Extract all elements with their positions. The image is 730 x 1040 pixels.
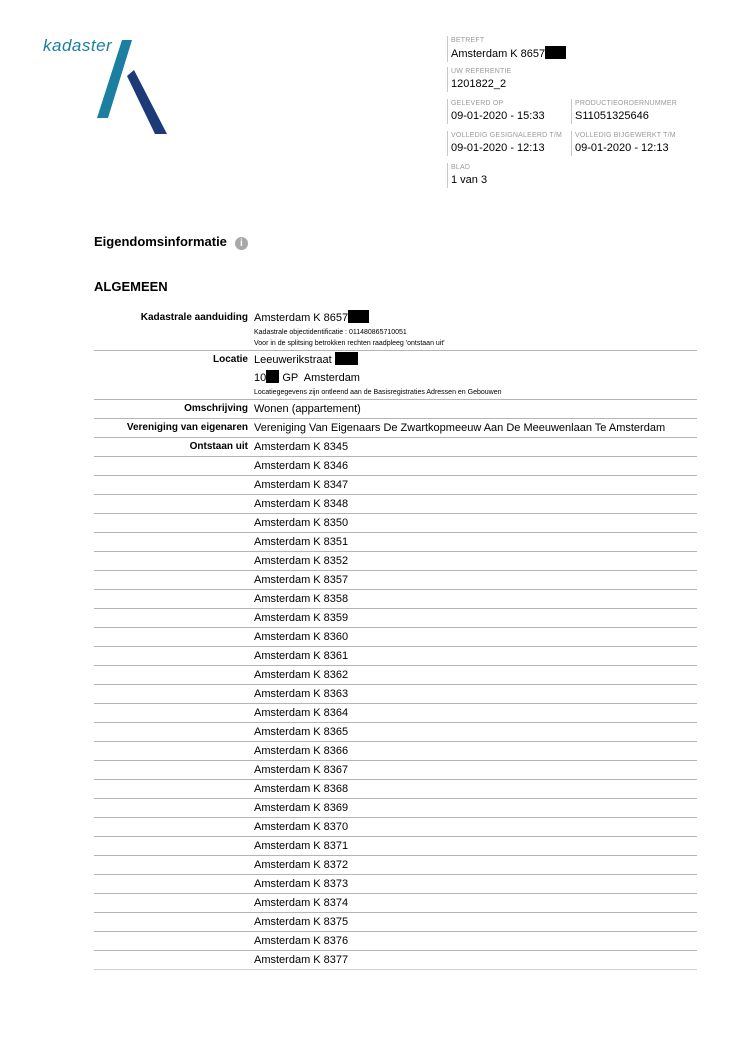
meta-productie-value: S11051325646: [575, 110, 649, 122]
meta-geleverd: [447, 99, 569, 124]
ontstaan-uit-value: Amsterdam K 8362: [254, 669, 349, 681]
ontstaan-uit-value: Amsterdam K 8375: [254, 916, 349, 928]
ontstaan-uit-value: Amsterdam K 8348: [254, 498, 349, 510]
row-label: Ontstaan uit: [189, 441, 248, 452]
meta-gesignaleerd-value: 09-01-2020 - 12:13: [451, 142, 545, 154]
table-row: [94, 438, 697, 457]
ontstaan-uit-value: Amsterdam K 8345: [254, 441, 349, 453]
table-row: [94, 628, 697, 647]
row-label: [94, 590, 254, 608]
redaction-block: [335, 352, 358, 365]
ontstaan-uit-value: Amsterdam K 8372: [254, 859, 349, 871]
meta-bijgewerkt-value: 09-01-2020 - 12:13: [575, 142, 669, 154]
table-row: [94, 742, 697, 761]
row-label: [94, 609, 254, 627]
ontstaan-uit-value: Amsterdam K 8359: [254, 612, 349, 624]
kadastrale-value: Amsterdam K 8657: [254, 312, 349, 324]
meta-blad-value: 1 van 3: [451, 174, 488, 186]
table-row: [94, 647, 697, 666]
locatie-street: Leeuwerikstraat: [254, 354, 332, 366]
ontstaan-uit-value: Amsterdam K 8369: [254, 802, 349, 814]
section-title: [94, 234, 248, 250]
meta-productie: [571, 99, 695, 124]
row-label: [94, 761, 254, 779]
row-label: [94, 647, 254, 665]
table-row: [94, 666, 697, 685]
ontstaan-uit-value: Amsterdam K 8350: [254, 517, 349, 529]
row-label: Vereniging van eigenaren: [126, 422, 248, 433]
ontstaan-uit-value: Amsterdam K 8346: [254, 460, 349, 472]
logo-text: kadaster: [43, 36, 113, 55]
section-title-text: Eigendomsinformatie: [94, 234, 227, 249]
row-label: [94, 723, 254, 741]
row-label: [94, 951, 254, 969]
table-row: [94, 799, 697, 818]
row-label: [94, 476, 254, 494]
row-label: [94, 932, 254, 950]
locatie-housenumber: 10: [254, 372, 267, 384]
ontstaan-uit-value: Amsterdam K 8365: [254, 726, 349, 738]
splitsing-note: Voor in de splitsing betrokken rechten raadpleeg 'ontstaan uit': [254, 340, 445, 347]
row-label: [94, 799, 254, 817]
table-row: [94, 818, 697, 837]
meta-gesignaleerd-label: VOLLEDIG GESIGNALEERD T/M: [451, 132, 563, 139]
row-label: [94, 533, 254, 551]
omschrijving-value: Wonen (appartement): [254, 403, 361, 415]
ontstaan-uit-value: Amsterdam K 8370: [254, 821, 349, 833]
ontstaan-uit-list: [94, 438, 697, 970]
table-row: [94, 533, 697, 552]
row-label: [94, 685, 254, 703]
table-row: [94, 913, 697, 932]
ontstaan-uit-value: Amsterdam K 8376: [254, 935, 349, 947]
meta-bijgewerkt-label: VOLLEDIG BIJGEWERKT T/M: [575, 132, 676, 139]
row-label: Locatie: [212, 354, 248, 365]
redaction-block: [266, 370, 279, 383]
locatie-postcode-suffix: GP: [282, 372, 299, 384]
table-row: [94, 761, 697, 780]
meta-betreft-value: Amsterdam K 8657: [451, 48, 546, 60]
row-label: Omschrijving: [184, 403, 248, 414]
table-row: [94, 704, 697, 723]
table-row-omschrijving: [94, 400, 697, 419]
ontstaan-uit-value: Amsterdam K 8352: [254, 555, 349, 567]
table-row: [94, 894, 697, 913]
vereniging-value: Vereniging Van Eigenaars De Zwartkopmeeuw Aan De Meeuwenlaan Te Amsterdam: [254, 422, 666, 434]
table-row: [94, 476, 697, 495]
table-row: [94, 685, 697, 704]
ontstaan-uit-value: Amsterdam K 8361: [254, 650, 349, 662]
ontstaan-uit-value: Amsterdam K 8360: [254, 631, 349, 643]
row-label: [94, 818, 254, 836]
locatie-city: Amsterdam: [303, 372, 360, 384]
locatie-note: Locatiegegevens zijn ontleend aan de Basisregistraties Adressen en Gebouwen: [254, 389, 502, 396]
meta-referentie-value: 1201822_2: [451, 78, 507, 90]
meta-geleverd-label: GELEVERD OP: [451, 100, 504, 107]
row-label: [94, 514, 254, 532]
meta-geleverd-value: 09-01-2020 - 15:33: [451, 110, 545, 122]
ontstaan-uit-value: Amsterdam K 8371: [254, 840, 349, 852]
meta-gesignaleerd: [447, 131, 569, 156]
ontstaan-uit-value: Amsterdam K 8368: [254, 783, 349, 795]
property-table: [94, 309, 697, 970]
row-label: [94, 894, 254, 912]
ontstaan-uit-value: Amsterdam K 8357: [254, 574, 349, 586]
ontstaan-uit-value: Amsterdam K 8373: [254, 878, 349, 890]
table-row: [94, 875, 697, 894]
table-row: [94, 723, 697, 742]
table-row: [94, 495, 697, 514]
row-label: [94, 628, 254, 646]
table-row: [94, 856, 697, 875]
table-row: [94, 457, 697, 476]
row-label: [94, 495, 254, 513]
table-row: [94, 951, 697, 970]
redaction-block: [348, 310, 369, 323]
row-label: [94, 856, 254, 874]
row-label: Kadastrale aanduiding: [140, 312, 248, 323]
table-row: [94, 780, 697, 799]
meta-productie-label: PRODUCTIEORDERNUMMER: [575, 100, 677, 107]
table-row: [94, 837, 697, 856]
table-row-vereniging: [94, 419, 697, 438]
table-row: [94, 932, 697, 951]
ontstaan-uit-value: Amsterdam K 8364: [254, 707, 349, 719]
row-label: [94, 742, 254, 760]
row-label: [94, 780, 254, 798]
row-label: [94, 552, 254, 570]
table-row: [94, 609, 697, 628]
table-row-kadastrale: [94, 309, 697, 351]
meta-referentie-label: UW REFERENTIE: [451, 68, 512, 75]
table-row: [94, 590, 697, 609]
ontstaan-uit-value: Amsterdam K 8377: [254, 954, 349, 966]
meta-bijgewerkt: [571, 131, 695, 156]
meta-blad: [447, 163, 569, 188]
row-label: [94, 913, 254, 931]
table-row: [94, 514, 697, 533]
objectid-note: Kadastrale objectidentificatie : 011480865710051: [254, 329, 407, 336]
meta-referentie: [447, 67, 569, 92]
ontstaan-uit-value: Amsterdam K 8351: [254, 536, 349, 548]
subsection-title: ALGEMEEN: [94, 279, 168, 294]
table-row: [94, 552, 697, 571]
row-label: [94, 457, 254, 475]
ontstaan-uit-value: Amsterdam K 8367: [254, 764, 349, 776]
table-row-locatie: [94, 351, 697, 400]
meta-betreft: [447, 36, 569, 62]
kadaster-logo: [40, 36, 180, 140]
ontstaan-uit-value: Amsterdam K 8374: [254, 897, 349, 909]
meta-blad-label: BLAD: [451, 164, 471, 171]
info-icon[interactable]: i: [235, 237, 248, 250]
meta-betreft-label: BETREFT: [451, 37, 485, 44]
ontstaan-uit-value: Amsterdam K 8347: [254, 479, 349, 491]
row-label: [94, 666, 254, 684]
ontstaan-uit-value: Amsterdam K 8358: [254, 593, 349, 605]
redaction-block: [545, 46, 566, 59]
row-label: [94, 704, 254, 722]
row-label: [94, 571, 254, 589]
row-label: [94, 875, 254, 893]
ontstaan-uit-value: Amsterdam K 8366: [254, 745, 349, 757]
ontstaan-uit-value: Amsterdam K 8363: [254, 688, 349, 700]
row-label: [94, 837, 254, 855]
table-row: [94, 571, 697, 590]
